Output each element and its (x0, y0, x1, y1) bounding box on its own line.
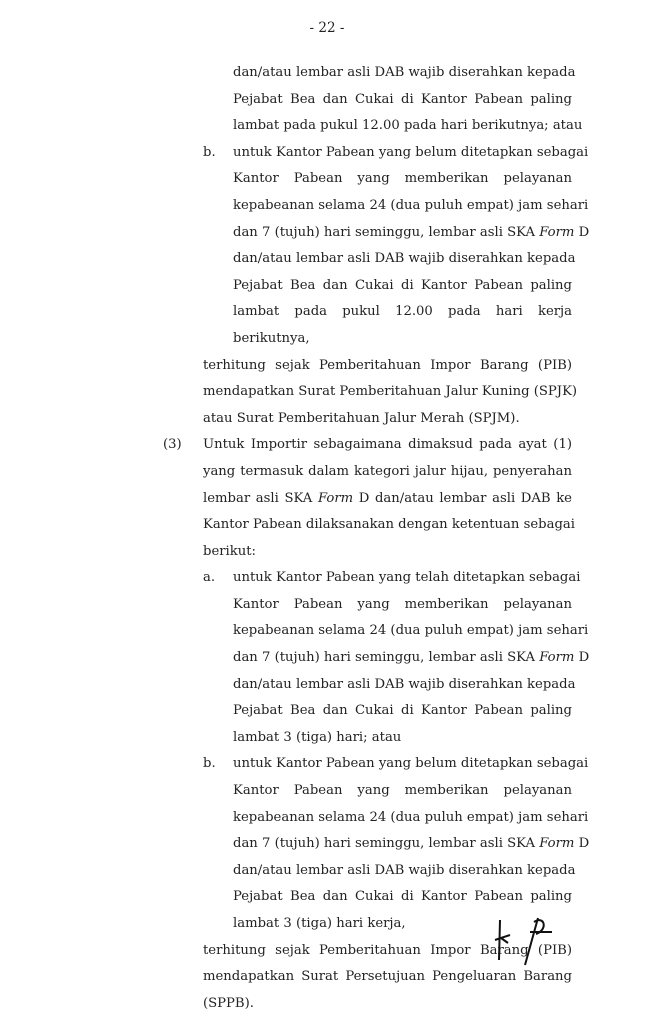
text-line (0, 751, 654, 778)
line-text: lambat 3 (tiga) hari; atau (233, 729, 402, 745)
text-line (0, 884, 654, 911)
line-text: dan 7 (tujuh) hari seminggu, lembar asli SKA Form D (233, 224, 590, 240)
line-text: kepabeanan selama 24 (dua puluh empat) jam sehari (233, 623, 589, 639)
text-line (0, 725, 654, 752)
text-line (0, 565, 654, 592)
line-text: berikut: (203, 543, 256, 559)
text-line (0, 698, 654, 725)
line-text: lambat 3 (tiga) hari kerja, (233, 916, 406, 931)
line-text: terhitung sejak Pemberitahuan Impor Barang (PIB) (203, 942, 572, 958)
line-text: lambat pada pukul 12.00 pada hari kerja (233, 304, 572, 320)
line-text: mendapatkan Surat Pemberitahuan Jalur Kuning (SPJK) (203, 384, 578, 400)
text-line (0, 246, 654, 273)
line-text: kepabeanan selama 24 (dua puluh empat) jam sehari (233, 809, 589, 825)
line-text: kepabeanan selama 24 (dua puluh empat) jam sehari (233, 197, 589, 213)
line-text: lambat pada pukul 12.00 pada hari berikutnya; atau (233, 118, 583, 134)
line-text: untuk Kantor Pabean yang belum ditetapkan sebagai (233, 756, 589, 772)
text-line (0, 140, 654, 167)
text-line (0, 778, 654, 805)
line-text: Kantor Pabean yang memberikan pelayanan (233, 171, 572, 187)
text-line (0, 299, 654, 326)
text-line (0, 486, 654, 513)
list-marker: b. (203, 144, 216, 160)
text-line (0, 858, 654, 885)
text-line (0, 592, 654, 619)
line-text: mendapatkan Surat Persetujuan Pengeluaran Barang (203, 969, 572, 985)
line-text: atau Surat Pemberitahuan Jalur Merah (SPJM). (203, 410, 520, 426)
line-text: dan 7 (tujuh) hari seminggu, lembar asli SKA Form D (233, 650, 590, 666)
line-text: Kantor Pabean dilaksanakan dengan ketentuan sebagai (203, 517, 575, 533)
line-text: terhitung sejak Pemberitahuan Impor Barang (PIB) (203, 357, 572, 373)
text-line (0, 379, 654, 406)
line-text: lembar asli SKA Form D dan/atau lembar asli DAB ke (203, 490, 572, 506)
line-text: Kantor Pabean yang memberikan pelayanan (233, 783, 572, 799)
text-line (0, 193, 654, 220)
line-text: Pejabat Bea dan Cukai di Kantor Pabean paling (233, 277, 572, 293)
text-line (0, 406, 654, 433)
line-text: (SPPB). (203, 995, 254, 1011)
text-line (0, 805, 654, 832)
line-text: dan/atau lembar asli DAB wajib diserahkan kepada (233, 251, 576, 267)
line-text: yang termasuk dalam kategori jalur hijau, penyerahan (203, 463, 572, 479)
text-line (0, 353, 654, 380)
line-text: dan/atau lembar asli DAB wajib diserahkan kepada (233, 862, 576, 878)
text-line (0, 645, 654, 672)
list-marker: a. (203, 570, 216, 586)
line-text: untuk Kantor Pabean yang belum ditetapkan sebagai (233, 144, 589, 160)
text-line (0, 539, 654, 566)
text-line (0, 166, 654, 193)
text-line (0, 618, 654, 645)
page-number: - 22 - (309, 20, 345, 36)
line-text: dan/atau lembar asli DAB wajib diserahkan kepada (233, 65, 576, 80)
list-marker: b. (203, 756, 216, 772)
line-text: Pejabat Bea dan Cukai di Kantor Pabean paling (233, 91, 572, 107)
text-line (0, 273, 654, 300)
signature-initials (470, 910, 570, 970)
text-line (0, 113, 654, 140)
text-line (0, 432, 654, 459)
text-line (0, 326, 654, 353)
text-line (0, 87, 654, 114)
line-text: Pejabat Bea dan Cukai di Kantor Pabean paling (233, 703, 572, 719)
text-line (0, 991, 654, 1017)
document-body (0, 60, 654, 1017)
line-text: berikutnya, (233, 330, 310, 346)
text-line (0, 60, 654, 87)
line-text: Kantor Pabean yang memberikan pelayanan (233, 596, 572, 612)
text-line (0, 672, 654, 699)
list-marker: (3) (163, 437, 182, 453)
text-line (0, 459, 654, 486)
text-line (0, 220, 654, 247)
text-line (0, 512, 654, 539)
line-text: dan/atau lembar asli DAB wajib diserahkan kepada (233, 676, 576, 692)
line-text: dan 7 (tujuh) hari seminggu, lembar asli SKA Form D (233, 836, 590, 852)
text-line (0, 831, 654, 858)
line-text: Untuk Importir sebagaimana dimaksud pada ayat (1) (203, 437, 572, 453)
line-text: Pejabat Bea dan Cukai di Kantor Pabean paling (233, 889, 572, 905)
line-text: untuk Kantor Pabean yang telah ditetapkan sebagai (233, 570, 581, 586)
